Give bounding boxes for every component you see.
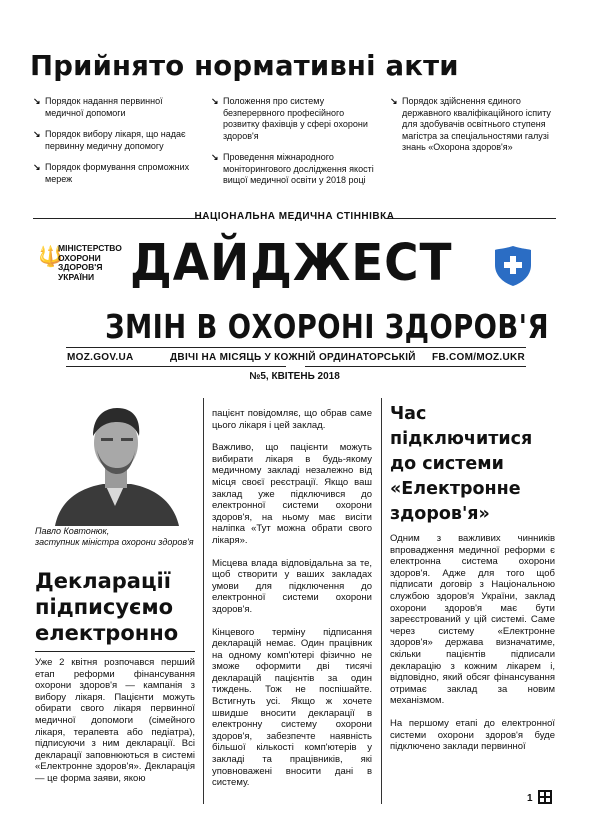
divider [66, 347, 526, 348]
kicker: НАЦІОНАЛЬНА МЕДИЧНА СТІННІВКА [194, 211, 395, 222]
page-number: 1 [527, 793, 533, 804]
arrow-icon: ↘ [390, 96, 398, 106]
article-heading-declarations: Декларації підписуємо електронно [35, 569, 179, 645]
banner-title: Прийнято нормативні акти [30, 50, 459, 82]
site-link[interactable]: MOZ.GOV.UA [67, 352, 134, 363]
frequency-text: ДВІЧІ НА МІСЯЦЬ У КОЖНІЙ ОРДИНАТОРСЬКІЙ [170, 352, 416, 363]
divider [305, 366, 526, 367]
arrow-icon: ↘ [33, 129, 41, 139]
arrow-icon: ↘ [33, 162, 41, 172]
arrow-icon: ↘ [211, 96, 219, 106]
acts-column-3 [390, 96, 565, 164]
shield-cross-icon [494, 245, 532, 287]
act-item: ↘ Порядок формування спроможних мереж [33, 162, 190, 184]
issue-number: №5, КВІТЕНЬ 2018 [249, 371, 340, 382]
article1-col1: Уже 2 квітня розпочався перший етап реформи фінансування охорони здоров'я — кампанія з вибору лікаря. Пацієнти можуть обирати свого лікаря первинної медичної допомоги (сімейного лікаря, терапевта або педіатра), підписуючи з ним декларації. Всі декларації заповнюються в системі «Електронне здоров'я». Декларація — це форма заяви, якою [35, 657, 195, 784]
portrait-photo [35, 388, 195, 526]
article2-text: Одним з важливих чинників впровадження медичної реформи є електронна система охорони здоров'я. Адже для того щоб підписати договір з Національною службою здоров'я України, заклад охорони здоров'я має бути зареєстрований у цій системі. Саме через систему «Електронне здоров'я» держава визначатиме, скільки пацієнтів підписали декларацію з кожним лікарем і, відповідно, який обсяг фінансування отримає заклад за новим механізмом. На першому етапі до електронної системи охорони здоров'я буде підключено заклади первинної [390, 533, 555, 753]
ministry-logo-text: МІНІСТЕРСТВО ОХОРОНИ ЗДОРОВ'Я УКРАЇНИ [58, 243, 122, 282]
act-item: ↘ Порядок надання первинної медичної допомоги [33, 96, 163, 118]
divider [35, 651, 195, 652]
facebook-link[interactable]: FB.COM/MOZ.UKR [432, 352, 526, 363]
column-rule [381, 398, 382, 804]
act-item: ↘ Проведення міжнародного моніторингового дослідження якості вищої медичної освіти у 2018 році [211, 152, 374, 185]
arrow-icon: ↘ [33, 96, 41, 106]
column-rule [203, 398, 204, 804]
acts-column-2 [211, 96, 381, 197]
masthead-subtitle: ЗМІН В ОХОРОНІ ЗДОРОВ'Я [105, 307, 549, 346]
article1-col2: пацієнт повідомляє, що обрав саме цього лікаря і цей заклад. Важливо, що пацієнти можуть вибирати лікаря в будь-якому медичному закладі незалежно від місця своєї реєстрації. Якщо ваш заклад уже підключився до електронної системи охорони здоров'я, на ньому має висіти наліпка «Тут можна обрати свого лікаря». Місцева влада відповідальна за те, щоб створити у ваших закладах умови для підключення до електронної системи охорони здоров'я. Кінцевого терміну підписання декларацій немає. Один працівник на одному комп'ютері фізично не зможе оформити дві тисячі декларацій пацієнтів за один тиждень. Тож не поспішайте. Встигнуть усі. Якщо ж хочете швидше вносити декларації в електронну систему охорони здоров'я, забезпечте наявність більшої кількості комп'ютерів у закладі та працівників, які уповноважені вносити дані в систему. [212, 408, 372, 789]
divider [66, 366, 286, 367]
arrow-icon: ↘ [211, 152, 219, 162]
acts-column-1 [33, 96, 203, 195]
act-item: ↘ Порядок вибору лікаря, що надає первинну медичну допомогу [33, 129, 186, 151]
photo-caption: Павло Ковтонюк, заступник міністра охорони здоров'я [35, 526, 194, 547]
trident-icon: 🔱 [38, 246, 63, 268]
article-heading-ehealth: Час підключитися до системи «Електронне здоров'я» [390, 404, 533, 524]
act-item: ↘ Положення про систему безперервного професійного розвитку фахівців у сфері охорони здоров'я [211, 96, 368, 141]
grid-icon [538, 790, 552, 804]
act-item: ↘ Порядок здійснення єдиного державного кваліфікаційного іспиту для здобувачів освітнього ступеня магістра за спеціальностями галузі знань «Охорона здоров'я» [390, 96, 551, 152]
masthead-title: ДАЙДЖЕСТ [130, 234, 453, 293]
